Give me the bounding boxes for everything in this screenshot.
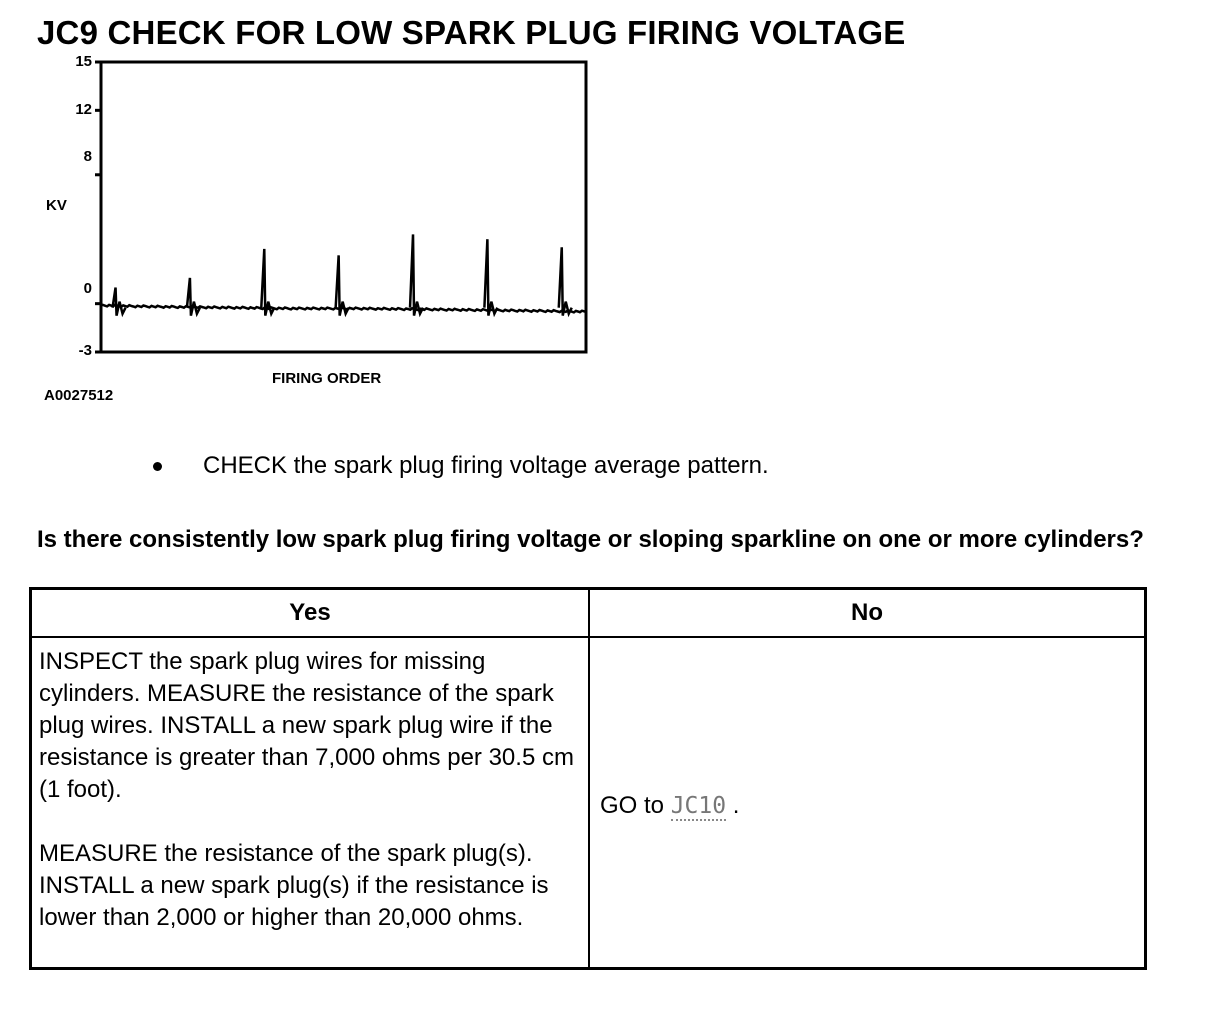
firing-spike xyxy=(484,239,497,315)
firing-spike xyxy=(187,278,200,316)
no-cell xyxy=(600,790,739,822)
y-tick-label: 0 xyxy=(83,280,92,297)
yes-cell xyxy=(39,646,584,934)
no-suffix: . xyxy=(732,792,740,819)
yes-paragraph: MEASURE the resistance of the spark plug(s). INSTALL a new spark plug(s) if the resistance is lower than 2,000 or higher than 20,000 ohms. xyxy=(39,840,549,931)
page-title: JC9 CHECK FOR LOW SPARK PLUG FIRING VOLTAGE xyxy=(37,14,906,51)
firing-spike xyxy=(336,255,349,315)
firing-voltage-chart xyxy=(0,0,620,420)
y-tick-label: 8 xyxy=(83,148,92,165)
yes-header: Yes xyxy=(289,599,331,626)
firing-spike xyxy=(261,249,274,316)
no-header: No xyxy=(851,599,883,626)
column-divider xyxy=(588,590,590,967)
figure-id: A0027512 xyxy=(44,387,114,404)
firing-spike xyxy=(410,234,423,315)
firing-spike xyxy=(559,247,572,315)
y-tick-label: 12 xyxy=(75,101,92,118)
firing-voltage-figure xyxy=(0,0,620,420)
x-axis-label: FIRING ORDER xyxy=(272,370,382,387)
y-tick-label: -3 xyxy=(78,342,92,359)
bullet-icon xyxy=(153,462,162,471)
firing-spike xyxy=(113,288,126,316)
jc10-link[interactable]: JC10 xyxy=(670,793,727,819)
question-text: Is there consistently low spark plug firing voltage or sloping sparkline on one or more cylinders? xyxy=(37,526,1144,553)
no-prefix: GO to xyxy=(600,792,665,819)
y-axis-label: KV xyxy=(46,197,67,214)
bullet-text: CHECK the spark plug firing voltage average pattern. xyxy=(203,452,769,479)
decision-table xyxy=(29,587,1147,970)
yes-paragraph: INSPECT the spark plug wires for missing cylinders. MEASURE the resistance of the spark plug wires. INSTALL a new spark plug wire if the resistance is greater than 7,000 ohms per 30.5 cm (1 foot). xyxy=(39,648,574,803)
y-tick-label: 15 xyxy=(75,53,92,70)
